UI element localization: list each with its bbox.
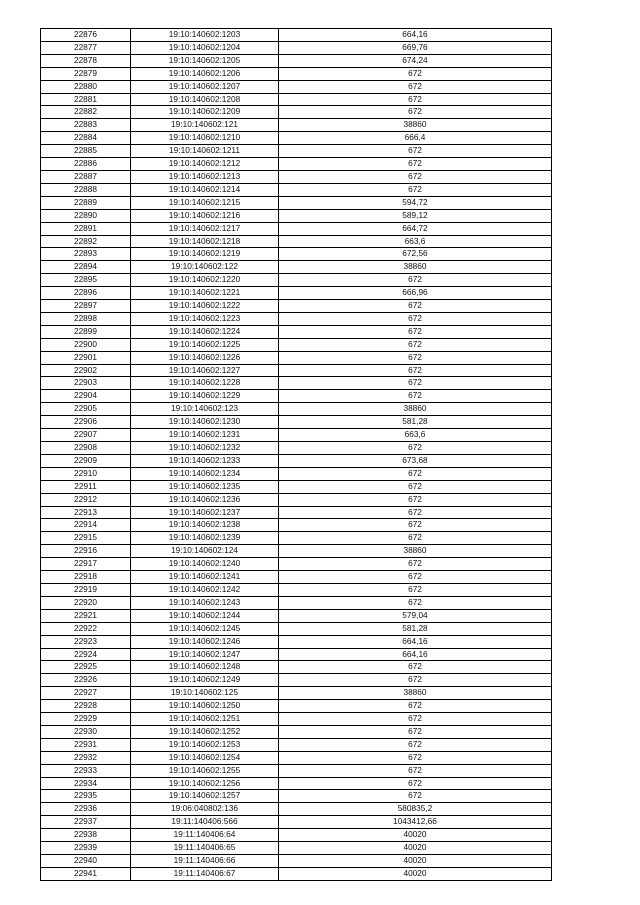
row-number-cell: 22939 (41, 842, 131, 855)
cadastral-number-cell: 19:10:140602:1254 (131, 751, 279, 764)
value-cell: 664,72 (279, 222, 552, 235)
value-cell: 672 (279, 790, 552, 803)
row-number-cell: 22941 (41, 867, 131, 880)
value-cell: 672 (279, 571, 552, 584)
row-number-cell: 22876 (41, 29, 131, 42)
table-row (41, 248, 552, 261)
value-cell: 664,16 (279, 648, 552, 661)
table-row (41, 842, 552, 855)
table-row (41, 312, 552, 325)
row-number-cell: 22895 (41, 274, 131, 287)
cadastral-number-cell: 19:10:140602:1244 (131, 609, 279, 622)
value-cell: 663,6 (279, 429, 552, 442)
cadastral-number-cell: 19:10:140602:1221 (131, 287, 279, 300)
row-number-cell: 22884 (41, 132, 131, 145)
value-cell: 664,16 (279, 635, 552, 648)
row-number-cell: 22935 (41, 790, 131, 803)
cadastral-number-cell: 19:10:140602:1236 (131, 493, 279, 506)
table-row (41, 403, 552, 416)
value-cell: 672 (279, 596, 552, 609)
row-number-cell: 22892 (41, 235, 131, 248)
row-number-cell: 22888 (41, 183, 131, 196)
table-row (41, 725, 552, 738)
cadastral-number-cell: 19:10:140602:1229 (131, 390, 279, 403)
table-row (41, 816, 552, 829)
cadastral-number-cell: 19:10:140602:1224 (131, 325, 279, 338)
value-cell: 672 (279, 158, 552, 171)
table-row (41, 583, 552, 596)
value-cell: 672 (279, 725, 552, 738)
row-number-cell: 22934 (41, 777, 131, 790)
value-cell: 40020 (279, 842, 552, 855)
table-row (41, 274, 552, 287)
table-row (41, 364, 552, 377)
table-row (41, 622, 552, 635)
table-row (41, 829, 552, 842)
row-number-cell: 22918 (41, 571, 131, 584)
cadastral-number-cell: 19:10:140602:1226 (131, 351, 279, 364)
table-row (41, 196, 552, 209)
value-cell: 38860 (279, 403, 552, 416)
row-number-cell: 22903 (41, 377, 131, 390)
row-number-cell: 22914 (41, 519, 131, 532)
table-row (41, 596, 552, 609)
table-row (41, 351, 552, 364)
value-cell: 663,6 (279, 235, 552, 248)
value-cell: 672 (279, 377, 552, 390)
row-number-cell: 22912 (41, 493, 131, 506)
row-number-cell: 22877 (41, 41, 131, 54)
value-cell: 672,56 (279, 248, 552, 261)
cadastral-number-cell: 19:10:140602:1237 (131, 506, 279, 519)
value-cell: 672 (279, 583, 552, 596)
cadastral-number-cell: 19:10:140602:123 (131, 403, 279, 416)
row-number-cell: 22940 (41, 855, 131, 868)
table-row (41, 41, 552, 54)
cadastral-number-cell: 19:10:140602:1245 (131, 622, 279, 635)
table-row (41, 674, 552, 687)
cadastral-number-cell: 19:10:140602:1248 (131, 661, 279, 674)
cadastral-number-cell: 19:10:140602:1250 (131, 700, 279, 713)
row-number-cell: 22880 (41, 80, 131, 93)
table-row (41, 54, 552, 67)
cadastral-number-cell: 19:10:140602:1222 (131, 300, 279, 313)
cadastral-number-cell: 19:10:140602:1225 (131, 338, 279, 351)
value-cell: 664,16 (279, 29, 552, 42)
row-number-cell: 22900 (41, 338, 131, 351)
value-cell: 672 (279, 558, 552, 571)
table-row (41, 764, 552, 777)
value-cell: 672 (279, 777, 552, 790)
cadastral-number-cell: 19:10:140602:1228 (131, 377, 279, 390)
cadastral-number-cell: 19:10:140602:1207 (131, 80, 279, 93)
cadastral-number-cell: 19:10:140602:1255 (131, 764, 279, 777)
cadastral-number-cell: 19:10:140602:1241 (131, 571, 279, 584)
row-number-cell: 22879 (41, 67, 131, 80)
value-cell: 672 (279, 764, 552, 777)
value-cell: 1043412,66 (279, 816, 552, 829)
row-number-cell: 22909 (41, 454, 131, 467)
cadastral-number-cell: 19:10:140602:1238 (131, 519, 279, 532)
cadastral-number-cell: 19:11:140406:566 (131, 816, 279, 829)
table-row (41, 467, 552, 480)
table-row (41, 635, 552, 648)
value-cell: 672 (279, 338, 552, 351)
value-cell: 580835,2 (279, 803, 552, 816)
cadastral-number-cell: 19:10:140602:1243 (131, 596, 279, 609)
value-cell: 672 (279, 274, 552, 287)
cadastral-number-cell: 19:10:140602:1223 (131, 312, 279, 325)
row-number-cell: 22927 (41, 687, 131, 700)
cadastral-number-cell: 19:10:140602:1239 (131, 532, 279, 545)
cadastral-number-cell: 19:10:140602:1256 (131, 777, 279, 790)
table-row (41, 416, 552, 429)
value-cell: 579,04 (279, 609, 552, 622)
cadastral-number-cell: 19:10:140602:1232 (131, 442, 279, 455)
table-row (41, 661, 552, 674)
cadastral-number-cell: 19:10:140602:1214 (131, 183, 279, 196)
table-row (41, 325, 552, 338)
cadastral-number-cell: 19:10:140602:1212 (131, 158, 279, 171)
row-number-cell: 22921 (41, 609, 131, 622)
table-row (41, 145, 552, 158)
table-row (41, 855, 552, 868)
row-number-cell: 22920 (41, 596, 131, 609)
value-cell: 666,96 (279, 287, 552, 300)
row-number-cell: 22907 (41, 429, 131, 442)
table-row (41, 648, 552, 661)
row-number-cell: 22905 (41, 403, 131, 416)
table-row (41, 300, 552, 313)
row-number-cell: 22908 (41, 442, 131, 455)
row-number-cell: 22922 (41, 622, 131, 635)
cadastral-number-cell: 19:06:040802:136 (131, 803, 279, 816)
cadastral-number-cell: 19:10:140602:1209 (131, 106, 279, 119)
cadastral-number-cell: 19:10:140602:1242 (131, 583, 279, 596)
value-cell: 672 (279, 442, 552, 455)
cadastral-number-cell: 19:10:140602:1220 (131, 274, 279, 287)
table-row (41, 29, 552, 42)
table-row (41, 571, 552, 584)
table-row (41, 519, 552, 532)
document-page (40, 28, 551, 881)
value-cell: 672 (279, 183, 552, 196)
table-row (41, 545, 552, 558)
cadastral-number-cell: 19:10:140602:1213 (131, 170, 279, 183)
row-number-cell: 22919 (41, 583, 131, 596)
value-cell: 672 (279, 351, 552, 364)
cadastral-number-cell: 19:10:140602:122 (131, 261, 279, 274)
table-row (41, 558, 552, 571)
table-row (41, 209, 552, 222)
row-number-cell: 22904 (41, 390, 131, 403)
table-row (41, 738, 552, 751)
table-row (41, 67, 552, 80)
cadastral-number-cell: 19:10:140602:1234 (131, 467, 279, 480)
value-cell: 594,72 (279, 196, 552, 209)
cadastral-number-cell: 19:10:140602:1252 (131, 725, 279, 738)
row-number-cell: 22878 (41, 54, 131, 67)
row-number-cell: 22932 (41, 751, 131, 764)
table-row (41, 751, 552, 764)
cadastral-number-cell: 19:10:140602:1240 (131, 558, 279, 571)
row-number-cell: 22923 (41, 635, 131, 648)
cadastral-number-cell: 19:11:140406:64 (131, 829, 279, 842)
cadastral-number-cell: 19:10:140602:1205 (131, 54, 279, 67)
cadastral-number-cell: 19:10:140602:125 (131, 687, 279, 700)
row-number-cell: 22899 (41, 325, 131, 338)
value-cell: 40020 (279, 829, 552, 842)
cadastral-number-cell: 19:10:140602:1246 (131, 635, 279, 648)
table-row (41, 454, 552, 467)
value-cell: 672 (279, 300, 552, 313)
cadastral-number-cell: 19:10:140602:1253 (131, 738, 279, 751)
row-number-cell: 22889 (41, 196, 131, 209)
row-number-cell: 22901 (41, 351, 131, 364)
table-row (41, 80, 552, 93)
table-row (41, 235, 552, 248)
value-cell: 672 (279, 467, 552, 480)
row-number-cell: 22882 (41, 106, 131, 119)
row-number-cell: 22894 (41, 261, 131, 274)
table-row (41, 158, 552, 171)
table-row (41, 442, 552, 455)
table-row (41, 790, 552, 803)
table-row (41, 261, 552, 274)
cadastral-number-cell: 19:11:140406:66 (131, 855, 279, 868)
value-cell: 40020 (279, 867, 552, 880)
table-row (41, 777, 552, 790)
row-number-cell: 22890 (41, 209, 131, 222)
cadastral-number-cell: 19:10:140602:1235 (131, 480, 279, 493)
table-row (41, 390, 552, 403)
value-cell: 672 (279, 751, 552, 764)
table-row (41, 287, 552, 300)
cadastral-number-cell: 19:10:140602:1208 (131, 93, 279, 106)
data-table (40, 28, 552, 881)
value-cell: 672 (279, 106, 552, 119)
value-cell: 672 (279, 480, 552, 493)
cadastral-number-cell: 19:10:140602:124 (131, 545, 279, 558)
cadastral-number-cell: 19:11:140406:65 (131, 842, 279, 855)
row-number-cell: 22916 (41, 545, 131, 558)
value-cell: 672 (279, 661, 552, 674)
value-cell: 672 (279, 493, 552, 506)
row-number-cell: 22896 (41, 287, 131, 300)
cadastral-number-cell: 19:10:140602:1219 (131, 248, 279, 261)
table-row (41, 493, 552, 506)
table-row (41, 867, 552, 880)
row-number-cell: 22925 (41, 661, 131, 674)
value-cell: 40020 (279, 855, 552, 868)
value-cell: 672 (279, 506, 552, 519)
row-number-cell: 22898 (41, 312, 131, 325)
row-number-cell: 22891 (41, 222, 131, 235)
row-number-cell: 22936 (41, 803, 131, 816)
cadastral-number-cell: 19:10:140602:1257 (131, 790, 279, 803)
value-cell: 672 (279, 325, 552, 338)
table-row (41, 170, 552, 183)
table-row (41, 429, 552, 442)
value-cell: 672 (279, 519, 552, 532)
row-number-cell: 22887 (41, 170, 131, 183)
value-cell: 38860 (279, 119, 552, 132)
cadastral-number-cell: 19:10:140602:1206 (131, 67, 279, 80)
row-number-cell: 22886 (41, 158, 131, 171)
value-cell: 672 (279, 713, 552, 726)
cadastral-number-cell: 19:10:140602:1204 (131, 41, 279, 54)
value-cell: 672 (279, 674, 552, 687)
row-number-cell: 22885 (41, 145, 131, 158)
table-row (41, 803, 552, 816)
value-cell: 672 (279, 532, 552, 545)
table-row (41, 183, 552, 196)
row-number-cell: 22902 (41, 364, 131, 377)
row-number-cell: 22929 (41, 713, 131, 726)
table-row (41, 132, 552, 145)
value-cell: 672 (279, 93, 552, 106)
row-number-cell: 22883 (41, 119, 131, 132)
row-number-cell: 22933 (41, 764, 131, 777)
row-number-cell: 22911 (41, 480, 131, 493)
table-row (41, 222, 552, 235)
cadastral-number-cell: 19:10:140602:1247 (131, 648, 279, 661)
table-row (41, 700, 552, 713)
table-row (41, 687, 552, 700)
value-cell: 672 (279, 145, 552, 158)
value-cell: 672 (279, 170, 552, 183)
value-cell: 669,76 (279, 41, 552, 54)
table-row (41, 506, 552, 519)
value-cell: 672 (279, 700, 552, 713)
table-row (41, 713, 552, 726)
cadastral-number-cell: 19:10:140602:1218 (131, 235, 279, 248)
row-number-cell: 22928 (41, 700, 131, 713)
table-row (41, 609, 552, 622)
value-cell: 589,12 (279, 209, 552, 222)
row-number-cell: 22915 (41, 532, 131, 545)
cadastral-number-cell: 19:10:140602:1227 (131, 364, 279, 377)
cadastral-number-cell: 19:10:140602:1249 (131, 674, 279, 687)
value-cell: 674,24 (279, 54, 552, 67)
row-number-cell: 22906 (41, 416, 131, 429)
table-row (41, 480, 552, 493)
value-cell: 672 (279, 80, 552, 93)
cadastral-number-cell: 19:10:140602:1233 (131, 454, 279, 467)
row-number-cell: 22917 (41, 558, 131, 571)
cadastral-number-cell: 19:10:140602:1251 (131, 713, 279, 726)
cadastral-number-cell: 19:10:140602:1217 (131, 222, 279, 235)
row-number-cell: 22910 (41, 467, 131, 480)
table-row (41, 93, 552, 106)
value-cell: 38860 (279, 545, 552, 558)
value-cell: 38860 (279, 261, 552, 274)
table-row (41, 377, 552, 390)
value-cell: 38860 (279, 687, 552, 700)
value-cell: 672 (279, 364, 552, 377)
row-number-cell: 22897 (41, 300, 131, 313)
row-number-cell: 22937 (41, 816, 131, 829)
row-number-cell: 22938 (41, 829, 131, 842)
table-row (41, 106, 552, 119)
row-number-cell: 22924 (41, 648, 131, 661)
value-cell: 673,68 (279, 454, 552, 467)
row-number-cell: 22930 (41, 725, 131, 738)
cadastral-number-cell: 19:10:140602:1230 (131, 416, 279, 429)
row-number-cell: 22913 (41, 506, 131, 519)
table-row (41, 119, 552, 132)
cadastral-number-cell: 19:11:140406:67 (131, 867, 279, 880)
cadastral-number-cell: 19:10:140602:121 (131, 119, 279, 132)
value-cell: 581,28 (279, 622, 552, 635)
cadastral-number-cell: 19:10:140602:1210 (131, 132, 279, 145)
table-body (41, 29, 552, 881)
value-cell: 666,4 (279, 132, 552, 145)
row-number-cell: 22926 (41, 674, 131, 687)
value-cell: 672 (279, 390, 552, 403)
table-row (41, 532, 552, 545)
row-number-cell: 22893 (41, 248, 131, 261)
cadastral-number-cell: 19:10:140602:1231 (131, 429, 279, 442)
value-cell: 672 (279, 738, 552, 751)
row-number-cell: 22931 (41, 738, 131, 751)
value-cell: 581,28 (279, 416, 552, 429)
cadastral-number-cell: 19:10:140602:1203 (131, 29, 279, 42)
value-cell: 672 (279, 67, 552, 80)
value-cell: 672 (279, 312, 552, 325)
table-row (41, 338, 552, 351)
cadastral-number-cell: 19:10:140602:1216 (131, 209, 279, 222)
cadastral-number-cell: 19:10:140602:1215 (131, 196, 279, 209)
cadastral-number-cell: 19:10:140602:1211 (131, 145, 279, 158)
row-number-cell: 22881 (41, 93, 131, 106)
